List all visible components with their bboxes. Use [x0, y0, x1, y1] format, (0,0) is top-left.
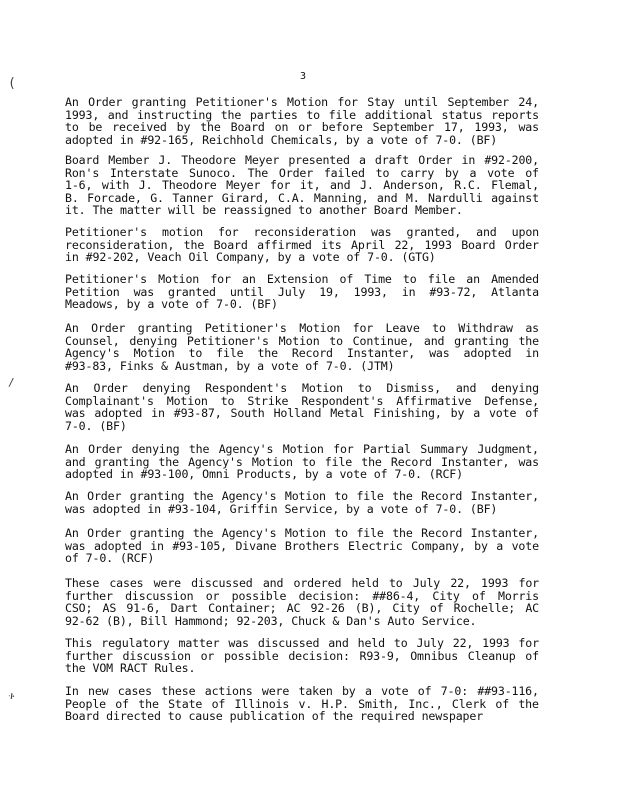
text-line: adopted in #93-100, Omni Products, by a vote of 7-0. (RCF) — [65, 467, 463, 482]
paragraph-reconsideration — [65, 226, 539, 264]
text-line: Petition was granted until July 19, 1993, in #93-72, Atlanta — [65, 284, 539, 299]
text-line: Board directed to cause publication of the required newspaper — [65, 709, 484, 724]
text-line: In new cases these actions were taken by a vote of 7-0: ##93-116, — [65, 684, 539, 698]
text-line: was adopted in #93-105, Divane Brothers Electric Company, by a vote — [65, 538, 539, 553]
text-line: Petitioner's Motion for an Extension of Time to file an Amended — [65, 272, 539, 286]
text-line: An Order granting the Agency's Motion to file the Record Instanter, — [65, 526, 539, 540]
text-line: adopted in #92-165, Reichhold Chemicals, by a vote of 7-0. (BF) — [65, 132, 498, 147]
text-line: This regulatory matter was discussed and held to July 22, 1993 for — [65, 636, 539, 650]
paragraph-stay-order — [65, 96, 539, 146]
text-line: and granting the Agency's Motion to file the Record Instanter, was — [65, 454, 539, 469]
text-line: CSO; AS 91-6, Dart Container; AC 92-26 (B), City of Rochelle; AC — [65, 601, 539, 616]
paragraph-extension — [65, 273, 539, 311]
text-line: Ron's Interstate Sunoco. The Order failed to carry by a vote of — [65, 165, 539, 180]
paragraph-deny-dismiss — [65, 382, 539, 432]
paragraph-regulatory-matter — [65, 637, 539, 675]
text-line: Agency's Motion to file the Record Instanter, was adopted in — [65, 346, 539, 361]
text-line: Counsel, denying Petitioner's Motion to Continue, and granting the — [65, 333, 539, 348]
text-line: An Order granting the Agency's Motion to file the Record Instanter, — [65, 489, 539, 503]
paragraph-new-cases — [65, 685, 539, 723]
paragraph-divane-brothers — [65, 527, 539, 565]
text-line: it. The matter will be reassigned to another Board Member. — [65, 203, 463, 218]
text-line: These cases were discussed and ordered held to July 22, 1993 for — [65, 576, 539, 590]
text-line: 7-0. (BF) — [65, 418, 127, 433]
text-line: Petitioner's motion for reconsideration was granted, and upon — [65, 225, 539, 239]
text-line: further discussion or possible decision: R93-9, Omnibus Cleanup of — [65, 648, 539, 663]
text-line: An Order denying Respondent's Motion to Dismiss, and denying — [65, 381, 539, 395]
text-line: People of the State of Illinois v. H.P. Smith, Inc., Clerk of the — [65, 696, 539, 711]
text-line: An Order denying the Agency's Motion for Partial Summary Judgment, — [65, 442, 539, 456]
text-line: An Order granting Petitioner's Motion for Leave to Withdraw as — [65, 321, 539, 335]
paragraph-griffin-service — [65, 490, 539, 515]
margin-scribble-mark: ( — [8, 76, 16, 91]
paragraph-draft-order — [65, 154, 539, 217]
text-line: the VOM RACT Rules. — [65, 661, 196, 676]
text-line: in #92-202, Veach Oil Company, by a vote of 7-0. (GTG) — [65, 250, 436, 265]
paragraph-summary-judgment — [65, 443, 539, 481]
paragraph-withdraw-counsel — [65, 322, 539, 372]
text-line: #93-83, Finks & Austman, by a vote of 7-0. (JTM) — [65, 358, 395, 373]
text-line: reconsideration, the Board affirmed its April 22, 1993 Board Order — [65, 237, 539, 252]
page-number: 3 — [300, 71, 307, 82]
text-line: to be received by the Board on or before September 17, 1993, was — [65, 120, 539, 135]
margin-scribble-mark: ᐧ᎙ — [8, 692, 15, 702]
paragraph-cases-held — [65, 577, 539, 627]
margin-scribble-mark: / — [8, 376, 15, 389]
text-line: Board Member J. Theodore Meyer presented a draft Order in #92-200, — [65, 153, 539, 167]
text-line: was adopted in #93-87, South Holland Metal Finishing, by a vote of — [65, 406, 539, 421]
text-line: An Order granting Petitioner's Motion for Stay until September 24, — [65, 95, 539, 109]
text-line: of 7-0. (RCF) — [65, 551, 155, 566]
text-line: Meadows, by a vote of 7-0. (BF) — [65, 297, 278, 312]
text-line: further discussion or possible decision: ##86-4, City of Morris — [65, 588, 539, 603]
text-line: B. Forcade, G. Tanner Girard, C.A. Manning, and M. Nardulli against — [65, 190, 539, 205]
text-line: 1-6, with J. Theodore Meyer for it, and J. Anderson, R.C. Flemal, — [65, 178, 539, 193]
text-line: Complainant's Motion to Strike Respondent's Affirmative Defense, — [65, 393, 539, 408]
text-line: 92-62 (B), Bill Hammond; 92-203, Chuck & Dan's Auto Service. — [65, 613, 477, 628]
text-line: 1993, and instructing the parties to file additional status reports — [65, 107, 539, 122]
text-line: was adopted in #93-104, Griffin Service, by a vote of 7-0. (BF) — [65, 501, 498, 516]
